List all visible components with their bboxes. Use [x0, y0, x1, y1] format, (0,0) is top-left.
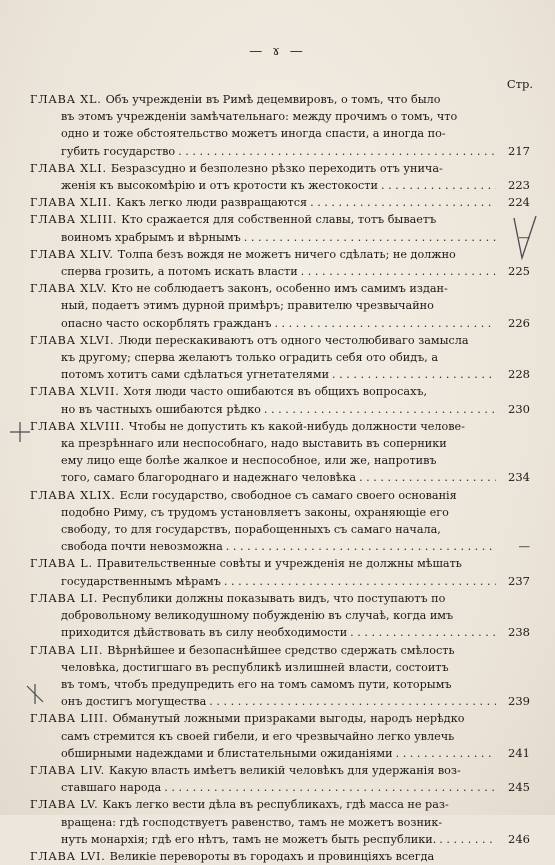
chapter-title-text: въ томъ, чтобъ предупредить его на томъ самомъ пути, которымъ — [61, 677, 452, 691]
chapter-title-text: потомъ хотитъ сами сдѣлаться угнетателями — [61, 368, 330, 382]
toc-line — [30, 831, 530, 848]
page-number-ref: 241 — [508, 745, 530, 760]
chapter-title-text: одно и тоже обстоятельство можетъ иногда спасти, а иногда по- — [61, 127, 446, 141]
toc-line — [30, 521, 530, 538]
page-number-ref: — — [518, 539, 530, 554]
chapter-title-text: онъ достигъ могущества — [61, 695, 207, 709]
toc-line — [30, 177, 530, 194]
dot-leader — [261, 401, 496, 418]
chapter-title-text: воиномъ храбрымъ и вѣрнымъ — [61, 230, 241, 244]
chapter-label: ГЛАВА LIV. — [30, 763, 105, 777]
toc-line — [30, 762, 530, 779]
toc-line — [30, 728, 530, 745]
toc-line — [30, 211, 530, 228]
toc-line — [30, 659, 530, 676]
chapter-label: ГЛАВА LV. — [30, 798, 99, 812]
chapter-label: ГЛАВА LVI. — [30, 849, 106, 863]
toc-line — [30, 143, 530, 160]
chapter-title-text: Великіе перевороты въ городахъ и провинціяхъ всегда — [109, 849, 435, 863]
chapter-title-text: женія къ высокомѣрію и отъ кротости къ жестокости — [61, 179, 378, 193]
page-number-ref: 246 — [508, 831, 530, 846]
toc-line — [30, 796, 530, 813]
toc-line — [30, 435, 530, 452]
dot-leader — [393, 745, 496, 762]
chapter-title-text: Безразсудно и безполезно рѣзко переходить отъ унича- — [110, 161, 443, 175]
toc-entry — [30, 280, 530, 332]
toc-entry — [30, 160, 530, 194]
dot-leader — [298, 263, 496, 280]
chapter-title-text: Если государство, свободное съ самаго своего основанія — [119, 488, 457, 502]
dot-leader — [206, 693, 496, 710]
dot-leader — [329, 366, 496, 383]
chapter-title-text: добровольному великодушному побужденію въ случаѣ, когда имъ — [61, 609, 454, 623]
toc-entry — [30, 555, 530, 589]
toc-line — [30, 469, 530, 486]
toc-line — [30, 779, 530, 796]
toc-entry — [30, 418, 530, 487]
chapter-title-text: человѣка, достигшаго въ республикѣ излишней власти, состоитъ — [61, 660, 449, 674]
chapter-title-text: нуть монархія; гдѣ его нѣтъ, тамъ не можетъ быть республики. — [61, 832, 437, 846]
chapter-label: ГЛАВА XLV. — [30, 282, 108, 296]
toc-entry — [30, 762, 530, 796]
toc-line — [30, 693, 530, 710]
page-number-ref: 228 — [508, 367, 530, 382]
toc-entry — [30, 796, 530, 848]
chapter-title-text: Объ учрежденіи въ Римѣ децемвировъ, о томъ, что было — [105, 93, 441, 106]
toc-entry — [30, 91, 530, 160]
page-number-ref: 238 — [508, 625, 530, 640]
toc-line — [30, 710, 530, 727]
page-number-ref: 230 — [508, 401, 530, 416]
page-number: — ɤ — — [249, 44, 306, 59]
chapter-label: ГЛАВА LI. — [30, 591, 99, 605]
toc-line — [30, 125, 530, 142]
dot-leader — [241, 229, 496, 246]
toc-line — [30, 848, 530, 865]
chapter-label: ГЛАВА L. — [30, 557, 93, 571]
toc-line — [30, 332, 530, 349]
chapter-label: ГЛАВА XLIII. — [30, 213, 118, 227]
chapter-title-text: ка презрѣннаго или неспособнаго, надо выставить въ соперники — [61, 437, 447, 451]
chapter-title-text: того, самаго благороднаго и надежнаго человѣка — [61, 471, 357, 485]
chapter-label: ГЛАВА XLII. — [30, 196, 113, 210]
chapter-label: ГЛАВА XLVII. — [30, 385, 120, 399]
chapter-title-text: обширными надеждами и блистательными ожиданіями — [61, 746, 393, 760]
toc-line — [30, 487, 530, 504]
toc-line — [30, 297, 530, 314]
toc-line — [30, 745, 530, 762]
chapter-title-text: Хотя люди часто ошибаются въ общихъ вопросахъ, — [123, 385, 428, 399]
page-number-ref: 226 — [508, 315, 530, 330]
chapter-title-text: государственнымъ мѣрамъ — [61, 574, 221, 588]
toc-line — [30, 315, 530, 332]
toc-line — [30, 555, 530, 572]
chapter-title-text: подобно Риму, съ трудомъ установляетъ законы, охраняющіе его — [61, 505, 449, 519]
page-column-label: Стр. — [506, 77, 533, 91]
dot-leader — [271, 315, 496, 332]
chapter-title-text: свобода почти невозможна — [61, 540, 223, 554]
toc-line — [30, 452, 530, 469]
chapter-title-text: ный, подаетъ этимъ дурной примѣръ; правителю чрезвычайно — [61, 299, 434, 313]
toc-line — [30, 401, 530, 418]
table-of-contents — [30, 91, 530, 865]
toc-line — [30, 366, 530, 383]
toc-line — [30, 194, 530, 211]
chapter-title-text: Республики должны показывать видъ, что поступаютъ по — [102, 591, 446, 605]
chapter-title-text: вращена: гдѣ господствуетъ равенство, тамъ не можетъ возник- — [61, 815, 443, 829]
toc-line — [30, 504, 530, 521]
toc-entry — [30, 211, 530, 245]
page-number-ref: 239 — [508, 694, 530, 709]
chapter-title-text: приходится дѣйствовать въ силу необходимости — [61, 626, 348, 640]
chapter-title-text: Люди перескакиваютъ отъ одного честолюбиваго замысла — [118, 333, 469, 347]
toc-line — [30, 418, 530, 435]
chapter-label: ГЛАВА XLI. — [30, 161, 107, 175]
chapter-title-text: Правительственные совѣты и учрежденія не должны мѣшать — [96, 557, 462, 571]
toc-line — [30, 814, 530, 831]
dot-leader — [223, 538, 496, 555]
chapter-title-text: но въ частныхъ ошибаются рѣдко — [61, 402, 261, 416]
chapter-title-text: самъ стремится къ своей гибели, и его чрезвычайно легко увлечь — [61, 729, 455, 743]
page-number-ref: 245 — [508, 780, 530, 795]
dot-leader — [356, 469, 496, 486]
dot-leader — [175, 143, 496, 160]
chapter-title-text: къ другому; сперва желаютъ только оградить себя ото обидъ, а — [61, 351, 439, 365]
chapter-label: ГЛАВА XL. — [30, 93, 102, 106]
toc-line — [30, 590, 530, 607]
page-number-ref: 234 — [508, 470, 530, 485]
page-number-ref: 223 — [508, 178, 530, 193]
chapter-title-text: Какую власть имѣетъ великій человѣкъ для удержанія воз- — [109, 763, 461, 777]
toc-entry — [30, 590, 530, 642]
toc-line — [30, 642, 530, 659]
toc-line — [30, 573, 530, 590]
chapter-title-text: Чтобы не допустить къ какой-нибудь должности челове- — [128, 419, 465, 433]
toc-entry — [30, 246, 530, 280]
toc-line — [30, 383, 530, 400]
chapter-title-text: сперва грозить, а потомъ искать власти — [61, 265, 298, 279]
chapter-title-text: ставшаго народа — [61, 781, 162, 795]
dot-leader — [161, 779, 496, 796]
chapter-label: ГЛАВА XLIV. — [30, 247, 114, 261]
page-number-ref: 224 — [508, 195, 530, 210]
chapter-title-text: Какъ легко вести дѣла въ республикахъ, гдѣ масса не раз- — [102, 798, 449, 812]
toc-entry — [30, 383, 530, 417]
toc-line — [30, 160, 530, 177]
toc-entry — [30, 487, 530, 556]
toc-entry — [30, 642, 530, 711]
page-number-ref: 225 — [508, 264, 530, 279]
dot-leader — [221, 573, 496, 590]
toc-line — [30, 624, 530, 641]
toc-line — [30, 676, 530, 693]
toc-line — [30, 280, 530, 297]
toc-entry — [30, 194, 530, 211]
chapter-title-text: въ этомъ учрежденіи замѣчательнаго: между прочимъ о томъ, что — [61, 110, 458, 124]
toc-line — [30, 91, 530, 108]
chapter-title-text: свободу, то для государствъ, порабощенныхъ съ самаго начала, — [61, 523, 441, 537]
toc-entry — [30, 332, 530, 384]
chapter-title-text: Какъ легко люди развращаются — [116, 196, 308, 210]
toc-line — [30, 607, 530, 624]
dot-leader — [347, 624, 496, 641]
toc-line — [30, 263, 530, 280]
chapter-label: ГЛАВА LII. — [30, 643, 104, 657]
chapter-title-text: опасно часто оскорблять гражданъ — [61, 316, 272, 330]
toc-entry — [30, 848, 530, 865]
page-number-ref: — — [518, 229, 530, 244]
dot-leader — [436, 831, 496, 848]
chapter-title-text: Вѣрнѣйшее и безопаснѣйшее средство сдержать смѣлость — [107, 643, 455, 657]
chapter-title-text: Кто не соблюдаетъ законъ, особенно имъ самимъ издан- — [111, 282, 448, 296]
chapter-label: ГЛАВА XLVIII. — [30, 419, 125, 433]
dot-leader — [307, 194, 496, 211]
toc-line — [30, 538, 530, 555]
toc-line — [30, 349, 530, 366]
chapter-title-text: Обманутый ложными призраками выгоды, народъ нерѣдко — [112, 712, 465, 726]
chapter-label: ГЛАВА LIII. — [30, 712, 109, 726]
page-number-ref: 217 — [508, 143, 530, 158]
toc-line — [30, 229, 530, 246]
page-number-ref: 237 — [508, 573, 530, 588]
toc-entry — [30, 710, 530, 762]
chapter-label: ГЛАВА XLVI. — [30, 333, 115, 347]
chapter-title-text: губить государство — [61, 144, 176, 158]
chapter-title-text: Толпа безъ вождя не можетъ ничего сдѣлать; не должно — [117, 247, 456, 261]
chapter-title-text: Кто сражается для собственной славы, тотъ бываетъ — [121, 213, 437, 227]
toc-line — [30, 246, 530, 263]
pencil-cross-icon — [8, 420, 32, 448]
dot-leader — [378, 177, 496, 194]
chapter-label: ГЛАВА XLIX. — [30, 488, 116, 502]
toc-line — [30, 108, 530, 125]
chapter-title-text: ему лицо еще болѣе жалкое и неспособное, или же, напротивъ — [61, 454, 437, 468]
